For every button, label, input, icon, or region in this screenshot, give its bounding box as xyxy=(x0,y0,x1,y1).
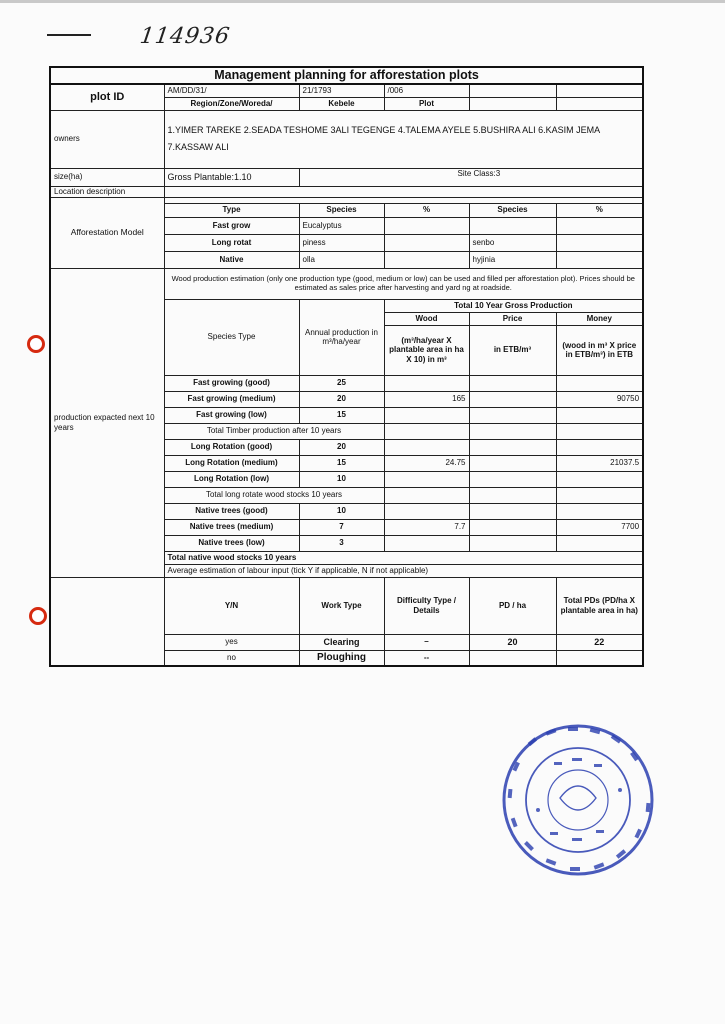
money-header: Money xyxy=(556,312,643,325)
afforestation-species: olla xyxy=(299,251,384,268)
afforestation-species: piness xyxy=(299,234,384,251)
species-type: Long Rotation (low) xyxy=(164,471,299,487)
planning-form xyxy=(49,66,642,717)
plot-id-value xyxy=(469,84,556,97)
labour-yn: yes xyxy=(164,634,299,650)
afforestation-type: Fast grow xyxy=(164,217,299,234)
species-type: Long Rotation (medium) xyxy=(164,455,299,471)
price-value xyxy=(469,503,556,519)
plot-id-value: /006 xyxy=(384,84,469,97)
wood-header: Wood xyxy=(384,312,469,325)
afforestation-species2: senbo xyxy=(469,234,556,251)
plot-id-value xyxy=(556,84,643,97)
annual-value: 10 xyxy=(299,503,384,519)
blank-area xyxy=(50,577,164,666)
species-type-header: Species Type xyxy=(164,299,299,375)
money-value xyxy=(556,471,643,487)
size-label: size(ha) xyxy=(50,168,164,186)
punch-hole-bottom xyxy=(29,607,47,625)
wood-value: 24.75 xyxy=(384,455,469,471)
empty-cell xyxy=(469,423,556,439)
empty-cell xyxy=(556,487,643,503)
money-value xyxy=(556,503,643,519)
labour-total-pds xyxy=(556,650,643,666)
afforestation-pct2 xyxy=(556,251,643,268)
scan-edge xyxy=(0,0,725,3)
wood-value: 7.7 xyxy=(384,519,469,535)
form-table xyxy=(49,66,644,667)
empty-cell xyxy=(556,423,643,439)
afforestation-header: Species xyxy=(469,203,556,217)
money-value: 7700 xyxy=(556,519,643,535)
labour-yn: no xyxy=(164,650,299,666)
price-value xyxy=(469,471,556,487)
wood-subheader: (m³/ha/year X plantable area in ha X 10) in m³ xyxy=(384,325,469,375)
wood-value xyxy=(384,471,469,487)
price-value xyxy=(469,375,556,391)
wood-value xyxy=(384,503,469,519)
annual-value: 7 xyxy=(299,519,384,535)
price-header: Price xyxy=(469,312,556,325)
kebele-label: Kebele xyxy=(299,97,384,110)
money-value xyxy=(556,535,643,551)
empty-cell xyxy=(384,423,469,439)
afforestation-header: Type xyxy=(164,203,299,217)
plot-id-value: AM/DD/31/ xyxy=(164,84,299,97)
species-type: Fast growing (medium) xyxy=(164,391,299,407)
owners-value: 1.YIMER TAREKE 2.SEADA TESHOME 3ALI TEGENGE 4.TALEMA AYELE 5.BUSHIRA ALI 6.KASIM JEMA 7.KASSAW ALI xyxy=(164,110,643,168)
species-type: Long Rotation (good) xyxy=(164,439,299,455)
plot-id-value: 21/1793 xyxy=(299,84,384,97)
labour-pd-ha: 20 xyxy=(469,634,556,650)
afforestation-header: % xyxy=(384,203,469,217)
pen-dash xyxy=(47,34,91,36)
afforestation-header: % xyxy=(556,203,643,217)
labour-note: Average estimation of labour input (tick Y if applicable, N if not applicable) xyxy=(164,564,643,577)
species-type: Native trees (good) xyxy=(164,503,299,519)
afforestation-label: Afforestation Model xyxy=(50,197,164,268)
labour-header: Total PDs (PD/ha X plantable area in ha) xyxy=(556,577,643,634)
species-type: Fast growing (low) xyxy=(164,407,299,423)
price-value xyxy=(469,519,556,535)
labour-header: Y/N xyxy=(164,577,299,634)
labour-work-type: Clearing xyxy=(299,634,384,650)
price-value xyxy=(469,391,556,407)
total-row-label: Total long rotate wood stocks 10 years xyxy=(164,487,384,503)
annual-value: 10 xyxy=(299,471,384,487)
labour-header: Difficulty Type / Details xyxy=(384,577,469,634)
location-label: Location description xyxy=(50,186,164,197)
wood-value: 165 xyxy=(384,391,469,407)
price-value xyxy=(469,535,556,551)
annual-value: 3 xyxy=(299,535,384,551)
location-value xyxy=(164,186,643,197)
labour-total-pds: 22 xyxy=(556,634,643,650)
afforestation-pct xyxy=(384,217,469,234)
afforestation-pct2 xyxy=(556,234,643,251)
empty-cell xyxy=(469,487,556,503)
total-row-label: Total Timber production after 10 years xyxy=(164,423,384,439)
price-subheader: in ETB/m³ xyxy=(469,325,556,375)
wood-value xyxy=(384,375,469,391)
annual-value: 20 xyxy=(299,391,384,407)
owners-label: owners xyxy=(50,110,164,168)
total-10yr-header: Total 10 Year Gross Production xyxy=(384,299,643,312)
labour-difficulty: -- xyxy=(384,650,469,666)
official-stamp xyxy=(498,720,658,880)
money-value: 90750 xyxy=(556,391,643,407)
punch-hole-top xyxy=(27,335,45,353)
afforestation-pct2 xyxy=(556,217,643,234)
annual-value: 25 xyxy=(299,375,384,391)
wood-value xyxy=(384,535,469,551)
labour-header: Work Type xyxy=(299,577,384,634)
money-value xyxy=(556,439,643,455)
labour-work-type: Ploughing xyxy=(299,650,384,666)
annual-value: 20 xyxy=(299,439,384,455)
afforestation-species2: hyjinia xyxy=(469,251,556,268)
production-label: production expacted next 10 years xyxy=(50,268,164,577)
annual-production-header: Annual production in m³/ha/year xyxy=(299,299,384,375)
plot-id-label: plot ID xyxy=(50,84,164,110)
price-value xyxy=(469,407,556,423)
afforestation-species2 xyxy=(469,217,556,234)
species-type: Native trees (medium) xyxy=(164,519,299,535)
afforestation-header: Species xyxy=(299,203,384,217)
labour-difficulty: – xyxy=(384,634,469,650)
empty-cell xyxy=(556,97,643,110)
money-subheader: (wood in m³ X price in ETB/m³) in ETB xyxy=(556,325,643,375)
form-title: Management planning for afforestation plots xyxy=(50,67,643,84)
plot-label: Plot xyxy=(384,97,469,110)
money-value: 21037.5 xyxy=(556,455,643,471)
afforestation-pct xyxy=(384,234,469,251)
afforestation-type: Long rotat xyxy=(164,234,299,251)
price-value xyxy=(469,455,556,471)
species-type: Fast growing (good) xyxy=(164,375,299,391)
labour-pd-ha xyxy=(469,650,556,666)
handwritten-note: 114936 xyxy=(138,24,232,49)
annual-value: 15 xyxy=(299,407,384,423)
empty-cell xyxy=(384,487,469,503)
wood-value xyxy=(384,439,469,455)
labour-header: PD / ha xyxy=(469,577,556,634)
empty-cell xyxy=(469,97,556,110)
money-value xyxy=(556,375,643,391)
price-value xyxy=(469,439,556,455)
afforestation-type: Native xyxy=(164,251,299,268)
afforestation-species: Eucalyptus xyxy=(299,217,384,234)
gross-plantable: Gross Plantable:1.10 xyxy=(164,168,299,186)
total-row-label: Total native wood stocks 10 years xyxy=(164,551,643,564)
money-value xyxy=(556,407,643,423)
species-type: Native trees (low) xyxy=(164,535,299,551)
site-class: Site Class:3 xyxy=(299,168,643,186)
wood-value xyxy=(384,407,469,423)
production-note: Wood production estimation (only one production type (good, medium or low) can be used and filled per afforestation plot). Prices should be estimated as sales price after harvesting and yard ng at roadside. xyxy=(164,268,643,299)
afforestation-pct xyxy=(384,251,469,268)
region-zone-woreda-label: Region/Zone/Woreda/ xyxy=(164,97,299,110)
annual-value: 15 xyxy=(299,455,384,471)
